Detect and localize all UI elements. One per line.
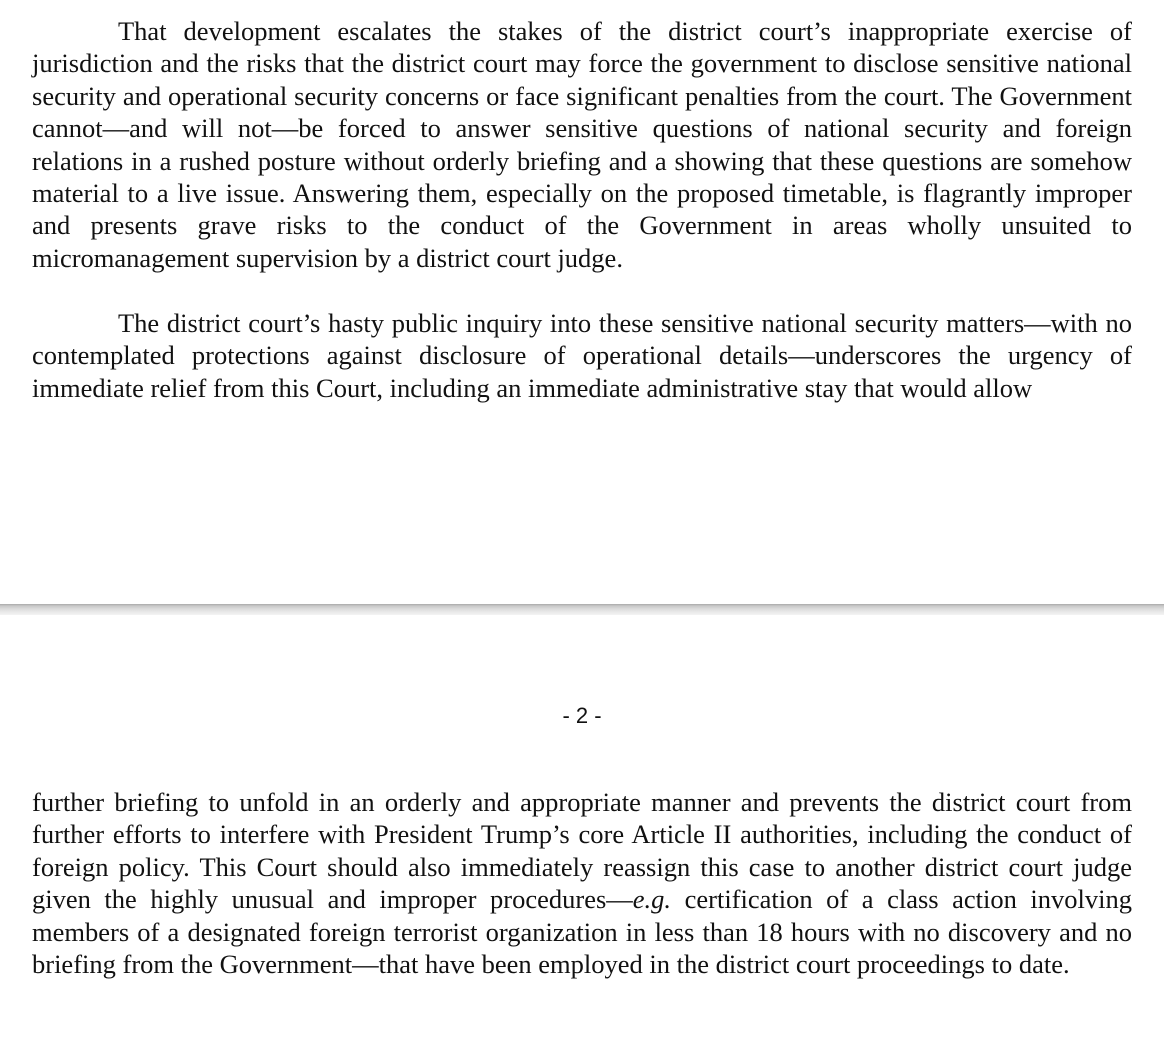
page-number: - 2 - xyxy=(562,703,602,728)
paragraph-further-briefing xyxy=(32,786,1132,980)
page-break-divider xyxy=(0,604,1164,615)
paragraph-hasty-inquiry: The district court’s hasty public inquiry into these sensitive national security matters—with no contemplated protections against disclosure of operational details—underscores the urgency of immediate relief from this Court, including an immediate administrative stay that would allow xyxy=(32,308,1132,403)
paragraph-stakes: That development escalates the stakes of the district court’s inappropriate exercise of jurisdiction and the risks that the district court may force the government to disclose sensitive national security and operational security concerns or face significant penalties from the court. The Government cannot—and will not—be forced to answer sensitive questions of national security and foreign relations in a rushed posture without orderly briefing and a showing that these questions are somehow material to a live issue. Answering them, especially on the proposed timetable, is flagrantly improper and presents grave risks to the conduct of the Government in areas wholly unsuited to micromanagement supervision by a district court judge. xyxy=(32,16,1132,273)
paragraph-text-part-1: further briefing to unfold in an orderly and appropriate manner and prevents the district court from further efforts to interfere with President Trump’s core Article II authorities, including the conduct of foreign policy. This Court should also immediately reassign this case to another district court judge given the highly unusual and improper procedures— xyxy=(32,787,1132,915)
paragraph-text-part-2: certification of a class action involving members of a designated foreign terrorist organization in less than 18 hours with no discovery and no briefing from the Government—that have been employed in the district court proceedings to date. xyxy=(32,884,1132,980)
italic-eg: e.g. xyxy=(632,884,672,915)
